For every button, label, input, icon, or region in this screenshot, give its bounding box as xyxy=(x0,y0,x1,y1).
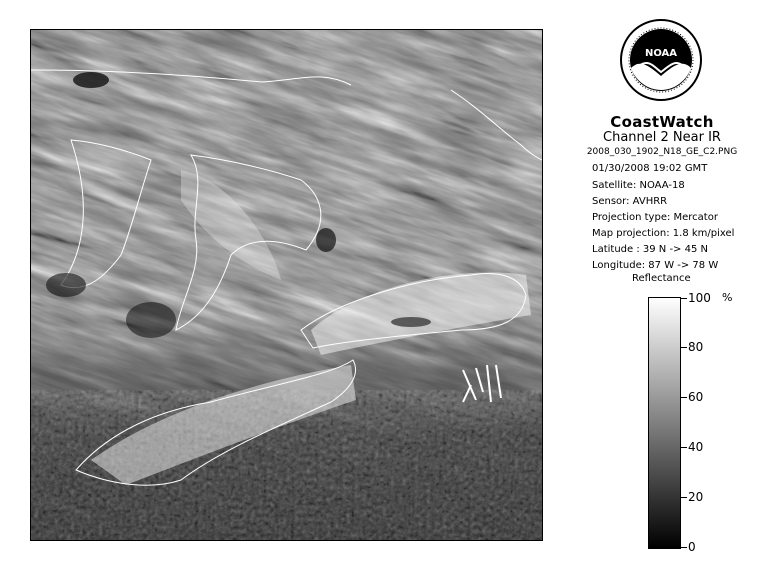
meta-longitude: Longitude: 87 W -> 78 W xyxy=(592,260,719,271)
colorbar-tick-label: 40 xyxy=(688,440,704,454)
noaa-logo xyxy=(619,18,703,102)
meta-satellite: Satellite: NOAA-18 xyxy=(592,180,685,191)
colorbar-tick-label: 100 xyxy=(688,291,711,305)
meta-map-projection: Map projection: 1.8 km/pixel xyxy=(592,228,735,239)
image-filename: 2008_030_1902_N18_GE_C2.PNG xyxy=(586,147,738,157)
colorbar-label: Reflectance xyxy=(632,273,691,284)
colorbar-tick xyxy=(681,347,687,348)
satellite-image-svg xyxy=(31,30,542,540)
meta-projection-type: Projection type: Mercator xyxy=(592,212,718,223)
colorbar-unit: % xyxy=(722,291,733,304)
colorbar-tick xyxy=(681,497,687,498)
meta-datetime: 01/30/2008 19:02 GMT xyxy=(592,163,708,174)
noaa-logo-svg xyxy=(619,18,703,102)
colorbar-tick-label: 0 xyxy=(688,540,696,554)
colorbar-tick xyxy=(681,547,687,548)
colorbar-tick xyxy=(681,298,687,299)
channel-name: Channel 2 Near IR xyxy=(603,130,721,145)
meta-sensor: Sensor: AVHRR xyxy=(592,196,668,207)
app-title: CoastWatch xyxy=(610,113,714,131)
colorbar-tick-label: 60 xyxy=(688,390,704,404)
colorbar-tick xyxy=(681,397,687,398)
noaa-logo-text: NOAA xyxy=(644,48,678,59)
meta-latitude: Latitude : 39 N -> 45 N xyxy=(592,244,708,255)
colorbar-tick-label: 20 xyxy=(688,490,704,504)
colorbar-tick-label: 80 xyxy=(688,340,704,354)
colorbar-tick xyxy=(681,447,687,448)
satellite-image xyxy=(30,29,543,541)
reflectance-colorbar xyxy=(648,297,681,549)
